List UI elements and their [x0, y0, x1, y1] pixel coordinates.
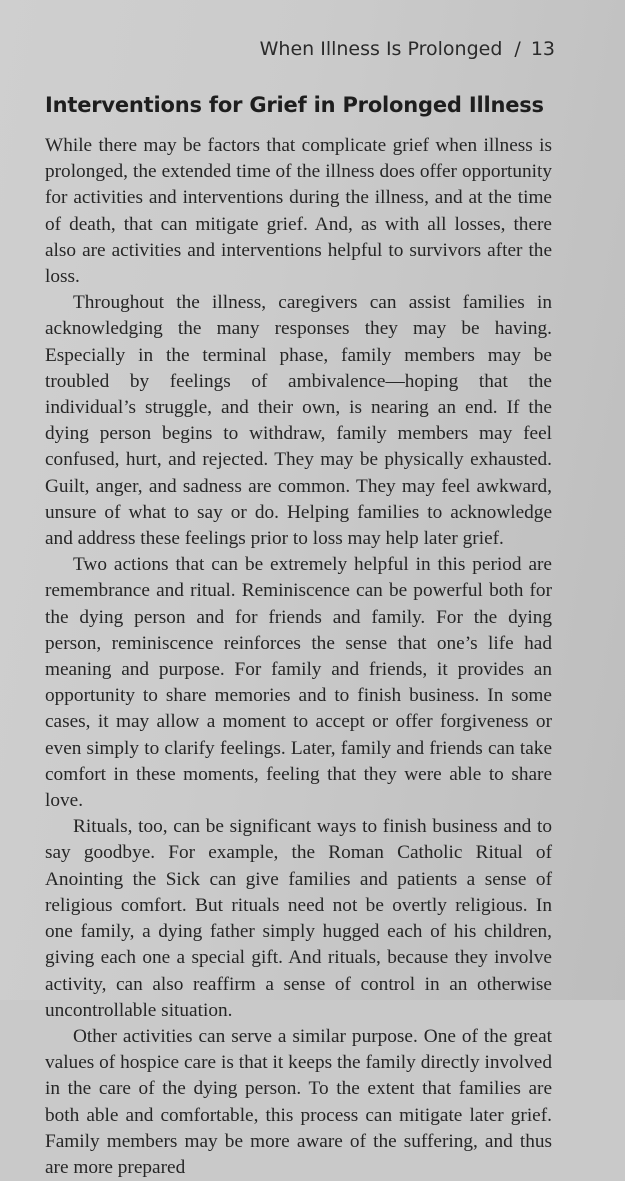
paragraph-5: Other activities can serve a similar purpose. One of the great values of hospice care is that it keeps the family directly involved in the care of the dying person. To the extent that families are both able and comfortable, this process can mitigate later grief. Family members may be more aware of the suffering, and thus are more prepared: [45, 1025, 552, 1178]
paragraph-1: While there may be factors that complicate grief when illness is prolonged, the extended time of the illness does offer opportunity for activities and interventions during the illness, and at the time of death, that can mitigate grief. And, as with all losses, there also are activities and interventions helpful to survivors after the loss.: [45, 135, 552, 288]
running-head: [260, 38, 555, 60]
paragraph-3: Two actions that can be extremely helpful in this period are remembrance and ritual. Reminiscence can be powerful both for the dying person and for friends and family. For the dying person, reminiscence reinforces the sense that one’s life had meaning and purpose. For family and friends, it provides an opportunity to share memories and to finish business. In some cases, it may allow a moment to accept or offer forgiveness or even simply to clarify feelings. Later, family and friends can take comfort in these moments, feeling that they were able to share love.: [45, 554, 552, 812]
body-text: [45, 133, 552, 1181]
running-head-title: When Illness Is Prolonged: [259, 38, 503, 60]
page-number: 13: [530, 38, 555, 60]
paragraph-4: Rituals, too, can be significant ways to finish business and to say goodbye. For example, the Roman Catholic Ritual of Anointing the Sick can give families and patients a sense of religious comfort. But rituals need not be overtly religious. In one family, a dying father simply hugged each of his children, giving each one a special gift. And rituals, because they involve activity, can also reaffirm a sense of control in an otherwise uncontrollable situation.: [45, 816, 552, 1021]
section-heading: Interventions for Grief in Prolonged Illness: [45, 93, 544, 117]
running-head-separator: /: [514, 38, 521, 60]
paragraph-2: Throughout the illness, caregivers can assist families in acknowledging the many responses they may be having. Especially in the terminal phase, family members may be troubled by feelings of ambivalence—hoping that the individual’s struggle, and their own, is nearing an end. If the dying person begins to withdraw, family members may feel confused, hurt, and rejected. They may be physically exhausted. Guilt, anger, and sadness are common. They may feel awkward, unsure of what to say or do. Helping families to acknowledge and address these feelings prior to loss may help later grief.: [45, 292, 552, 550]
